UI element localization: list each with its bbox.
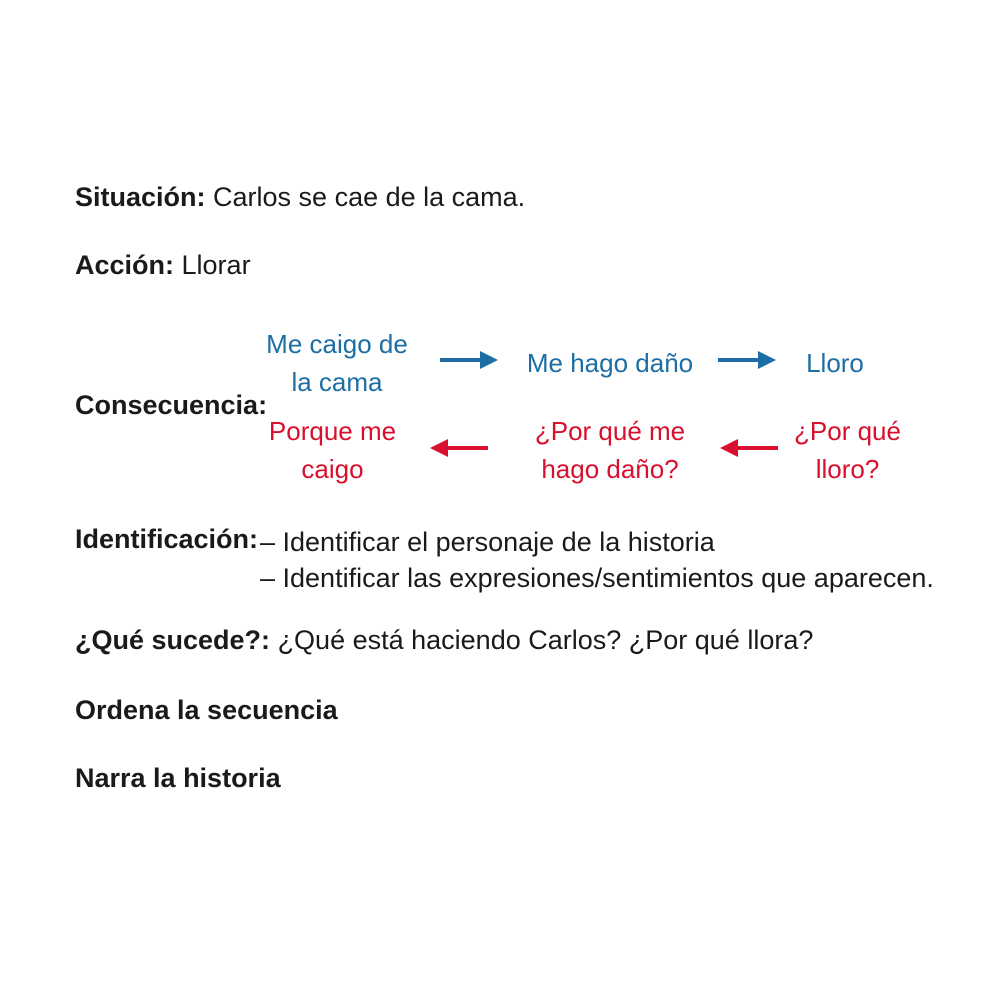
node-por-que-lloro <box>785 412 910 488</box>
node-line: caigo <box>301 454 364 484</box>
node-lloro <box>785 344 885 382</box>
arrow-left-icon <box>720 438 778 458</box>
node-porque-me-caigo <box>250 412 415 488</box>
node-line: Me hago daño <box>526 348 694 378</box>
node-line: ¿Por qué <box>794 416 901 446</box>
accion-label: Acción: <box>75 250 175 280</box>
situacion-label: Situación: <box>75 182 206 212</box>
consecuencia-label: Consecuencia: <box>75 390 268 420</box>
node-me-caigo <box>247 325 427 401</box>
que-sucede-line <box>75 625 813 656</box>
situacion-text: Carlos se cae de la cama. <box>213 182 526 212</box>
node-line: Me caigo de <box>266 329 408 359</box>
node-line: la cama <box>291 367 383 397</box>
accion-line <box>75 250 251 281</box>
identificacion-list <box>260 524 934 596</box>
node-line: lloro? <box>815 454 880 484</box>
node-line: hago daño? <box>541 454 679 484</box>
situacion-line <box>75 182 525 213</box>
node-por-que-me-hago-dano <box>515 412 705 488</box>
arrow-left-icon <box>430 438 488 458</box>
identificacion-label: Identificación: <box>75 524 259 554</box>
narra-label: Narra la historia <box>75 763 281 793</box>
que-sucede-text: ¿Qué está haciendo Carlos? ¿Por qué llora? <box>277 625 814 655</box>
node-line: Lloro <box>806 348 864 378</box>
arrow-right-icon <box>440 350 498 370</box>
arrow-right-icon <box>718 350 776 370</box>
identificacion-item: – Identificar las expresiones/sentimientos que aparecen. <box>260 563 934 593</box>
identificacion-item: – Identificar el personaje de la historia <box>260 527 715 557</box>
ordena-label: Ordena la secuencia <box>75 695 338 725</box>
que-sucede-label: ¿Qué sucede?: <box>75 625 271 655</box>
node-me-hago-dano <box>510 344 710 382</box>
accion-text: Llorar <box>181 250 251 280</box>
node-line: ¿Por qué me <box>534 416 686 446</box>
node-line: Porque me <box>268 416 397 446</box>
